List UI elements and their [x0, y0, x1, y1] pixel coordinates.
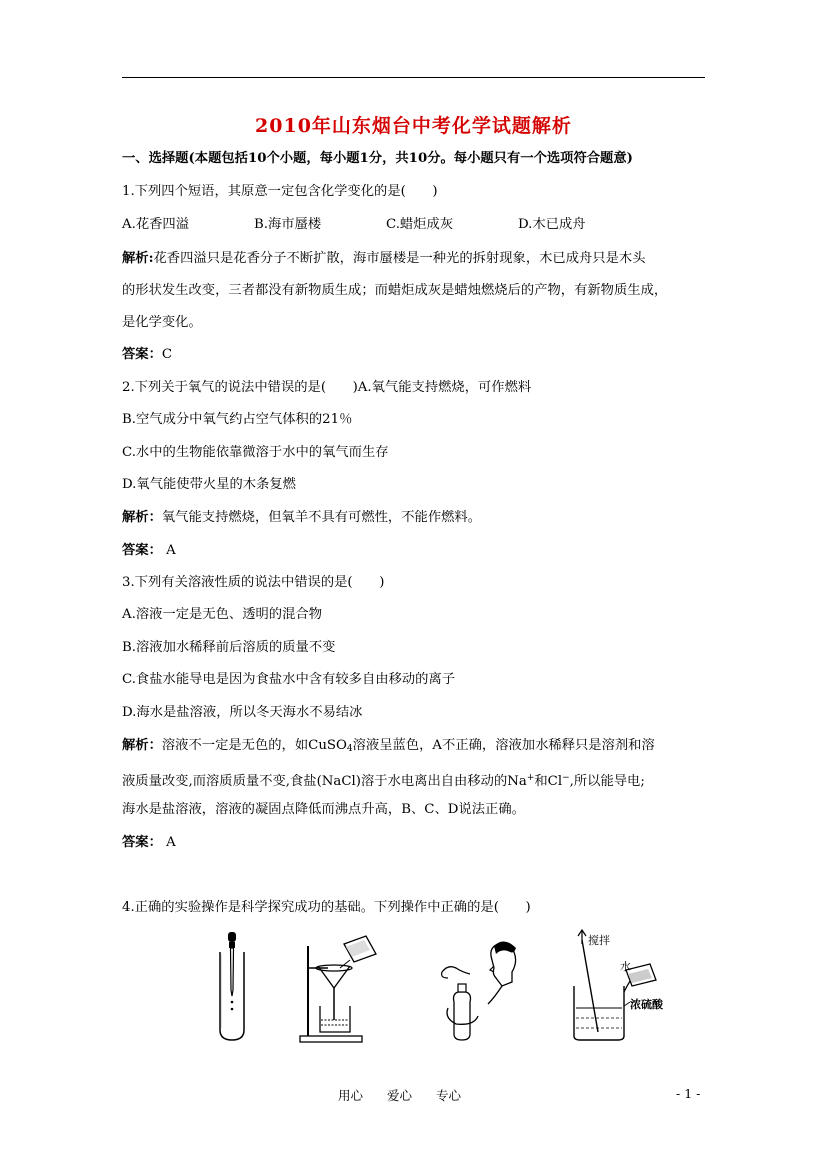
q1-analysis-line-2: 的形状发生改变，三者都没有新物质生成；而蜡炬成灰是蜡烛燃烧后的产物，有新物质生成， — [122, 283, 668, 298]
q3-option-c: C.食盐水能导电是因为食盐水中含有较多自由移动的离子 — [122, 672, 456, 687]
figure-dilute-acid — [568, 928, 670, 1044]
figure-filtration-stand — [298, 928, 382, 1044]
q2-answer: 答案： A — [122, 543, 176, 558]
q3-answer: 答案： A — [122, 835, 176, 850]
q3-analysis-line-2: 液质量改变,而溶质质量不变,食盐(NaCl)溶于水电离出自由移动的Na+和Cl−,所以能导电; — [122, 773, 645, 789]
footer-item-2: 爱心 — [387, 1088, 413, 1103]
q2-option-c: C.水中的生物能依靠微溶于水中的氧气而生存 — [122, 445, 389, 460]
acid-label: 浓硫酸 — [630, 998, 663, 1011]
figure-smelling-gas — [434, 928, 524, 1044]
q3-stem: 3.下列有关溶液性质的说法中错误的是( ) — [122, 575, 385, 590]
q2-option-d: D.氧气能使带火星的木条复燃 — [122, 477, 296, 492]
water-label: 水 — [620, 960, 631, 973]
q4-stem: 4.正确的实验操作是科学探究成功的基础。下列操作中正确的是( ) — [122, 900, 531, 915]
q1-option-c: C.蜡炬成灰 — [386, 217, 454, 232]
section-heading: 一、选择题(本题包括10个小题，每小题1分，共10分。每小题只有一个选项符合题意) — [122, 151, 633, 166]
q2-option-b: B.空气成分中氧气约占空气体积的21％ — [122, 412, 353, 427]
footer-item-1: 用心 — [338, 1088, 364, 1103]
q4-figures — [200, 928, 670, 1046]
q1-stem: 1.下列四个短语，其原意一定包含化学变化的是( ) — [122, 184, 438, 199]
page-title: 2010年山东烟台中考化学试题解析 — [255, 115, 572, 137]
q1-option-a: A.花香四溢 — [122, 217, 190, 232]
q1-option-d: D.木已成舟 — [518, 217, 586, 232]
q2-analysis: 解析：氧气能支持燃烧，但氧羊不具有可燃性，不能作燃料。 — [122, 510, 482, 525]
footer-item-3: 专心 — [436, 1088, 462, 1103]
q1-analysis-label: 解析: — [122, 251, 154, 266]
q3-option-a: A.溶液一定是无色、透明的混合物 — [122, 607, 322, 622]
header-rule — [122, 77, 705, 78]
q1-analysis-line-3: 是化学变化。 — [122, 315, 202, 330]
q3-option-d: D.海水是盐溶液，所以冬天海水不易结冰 — [122, 705, 363, 720]
stir-label: 搅拌 — [588, 934, 610, 947]
q2-stem: 2.下列关于氧气的说法中错误的是( )A.氧气能支持燃烧，可作燃料 — [122, 380, 532, 395]
q3-analysis-line-1: 解析：溶液不一定是无色的，如CuSO$_4$溶液呈蓝色，A不正确，溶液加水稀释只是溶剂和溶 — [122, 738, 655, 754]
q3-option-b: B.溶液加水稀释前后溶质的质量不变 — [122, 640, 336, 655]
page-number: - 1 - — [676, 1086, 701, 1101]
q1-option-b: B.海市蜃楼 — [254, 217, 322, 232]
q1-answer: 答案：C — [122, 347, 173, 362]
figure-dropper-test-tube — [212, 928, 252, 1044]
q3-analysis-line-3: 海水是盐溶液，溶液的凝固点降低而沸点升高，B、C、D说法正确。 — [122, 802, 525, 817]
q1-analysis-line-1: 解析:花香四溢只是花香分子不断扩散，海市蜃楼是一种光的拆射现象，木已成舟只是木头 — [122, 251, 646, 266]
